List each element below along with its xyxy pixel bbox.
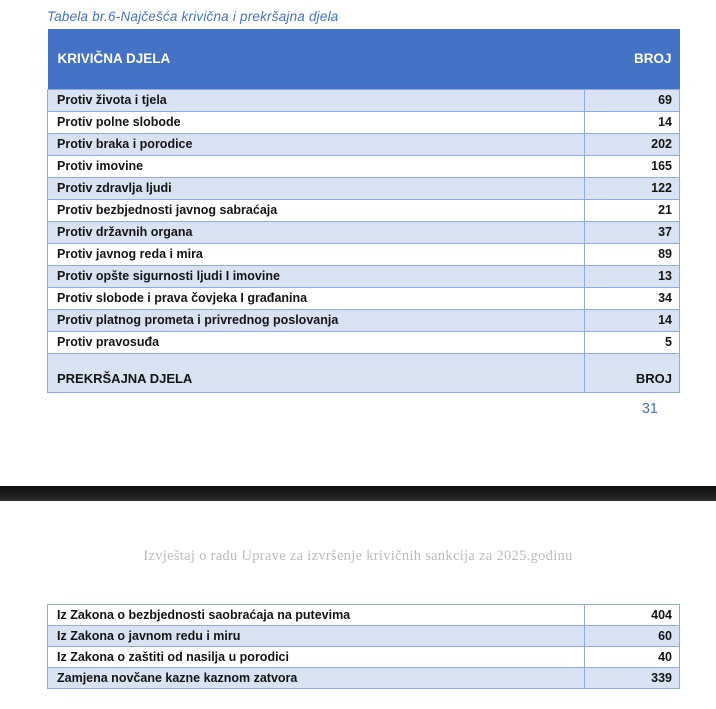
table-row [48,243,680,265]
table-row [48,605,680,626]
page-number: 31 [641,401,658,417]
offense-label: Protiv života i tjela [48,89,585,111]
offense-label: Protiv slobode i prava čovjeka I građanina [48,287,585,309]
offense-label: Protiv javnog reda i mira [48,243,585,265]
table-row [48,668,680,689]
table-row [48,309,680,331]
offense-count: 14 [585,309,680,331]
offense-label: Protiv državnih organa [48,221,585,243]
misdemeanor-section-header-row [48,353,680,392]
table-row [48,133,680,155]
column-header-krivicna-djela: KRIVIČNA DJELA [48,29,585,89]
table-row [48,287,680,309]
section-header-prekrsajna-djela: PREKRŠAJNA DJELA [48,353,585,392]
offense-label: Iz Zakona o bezbjednosti saobraćaja na putevima [48,605,585,626]
offense-count: 69 [585,89,680,111]
offense-label: Protiv braka i porodice [48,133,585,155]
offense-label: Protiv opšte sigurnosti ljudi I imovine [48,265,585,287]
offense-label: Protiv bezbjednosti javnog sabraćaja [48,199,585,221]
offense-label: Protiv platnog prometa i privrednog poslovanja [48,309,585,331]
offense-count: 60 [585,626,680,647]
table-row [48,155,680,177]
offense-count: 21 [585,199,680,221]
table-row [48,331,680,353]
offense-label: Protiv pravosuđa [48,331,585,353]
table-row [48,265,680,287]
criminal-table-header-row [48,29,680,89]
offense-count: 404 [585,605,680,626]
table-row [48,199,680,221]
offense-count: 165 [585,155,680,177]
offense-count: 89 [585,243,680,265]
offense-count: 202 [585,133,680,155]
offense-count: 5 [585,331,680,353]
criminal-offenses-table [47,29,680,393]
offense-count: 13 [585,265,680,287]
offense-count: 14 [585,111,680,133]
offense-label: Protiv zdravlja ljudi [48,177,585,199]
misdemeanor-offenses-table [47,604,680,689]
running-header: Izvještaj o radu Uprave za izvršenje krivičnih sankcija za 2025.godinu [143,548,573,564]
table-row [48,647,680,668]
section-header-broj: BROJ [585,353,680,392]
table-row [48,89,680,111]
offense-label: Protiv polne slobode [48,111,585,133]
table-caption: Tabela br.6-Najčešća krivična i prekršajna djela [47,9,339,24]
offense-count: 122 [585,177,680,199]
offense-count: 34 [585,287,680,309]
offense-label: Protiv imovine [48,155,585,177]
table-row [48,221,680,243]
table-row [48,177,680,199]
offense-count: 40 [585,647,680,668]
offense-label: Iz Zakona o zaštiti od nasilja u porodici [48,647,585,668]
offense-count: 339 [585,668,680,689]
table-row [48,626,680,647]
offense-count: 37 [585,221,680,243]
table-row [48,111,680,133]
offense-label: Iz Zakona o javnom redu i miru [48,626,585,647]
page-break-divider [0,486,716,501]
column-header-broj: BROJ [585,29,680,89]
offense-label: Zamjena novčane kazne kaznom zatvora [48,668,585,689]
